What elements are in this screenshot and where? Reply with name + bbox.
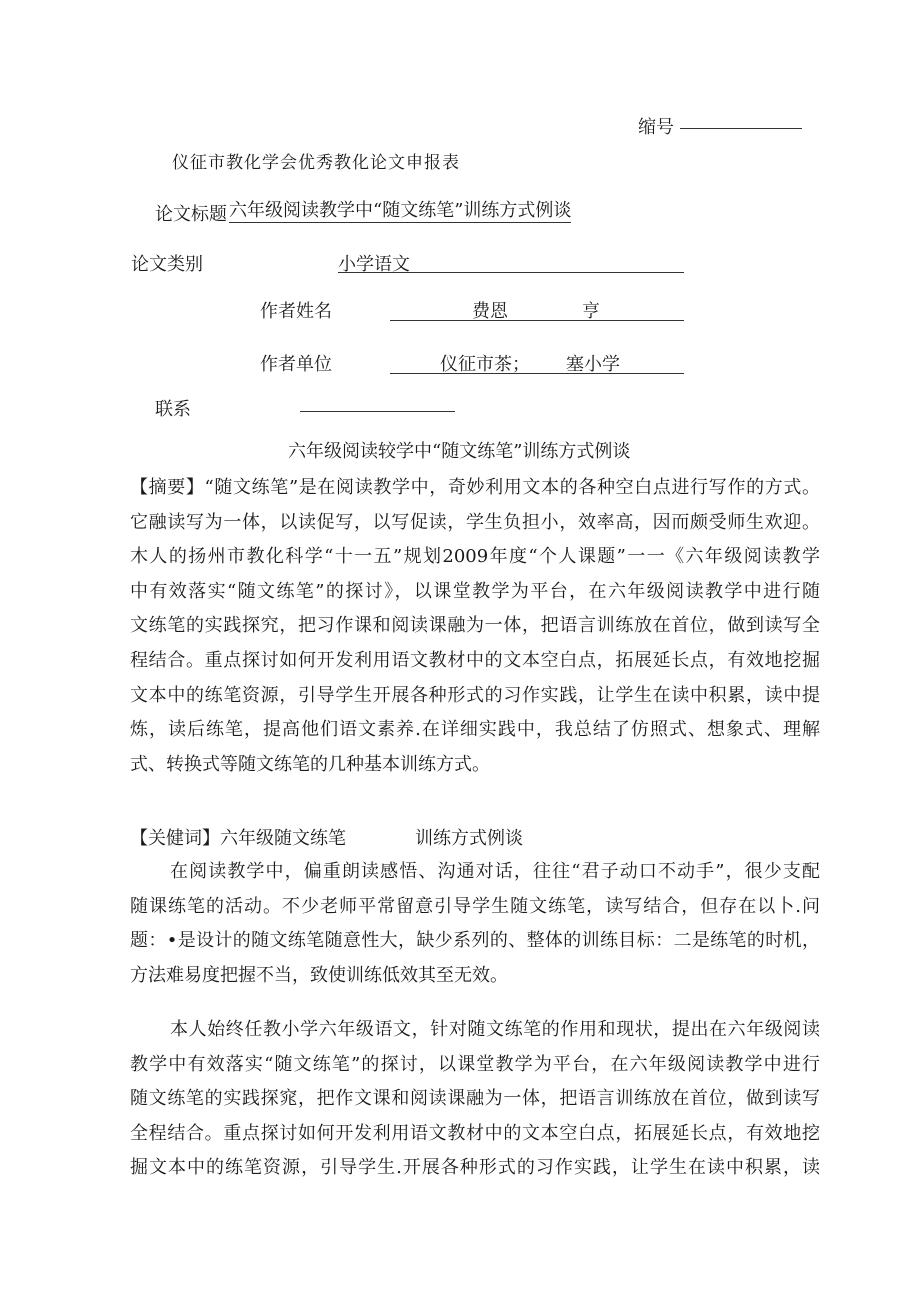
contact-input-line[interactable] [300, 411, 455, 412]
author-underline [390, 320, 684, 321]
paragraph-line: 方法难易度把握不当，致使训练低效其至无效。 [130, 964, 508, 986]
category-underline [338, 272, 684, 273]
paper-title-value: 六年级阅读教学中“随文练笔”训练方式例谈 [229, 200, 572, 221]
paragraph-line: 在阅读教学中，偏重朗读感悟、沟通对话，往往“君子动口不动手”，很少支配 [170, 861, 820, 882]
unit-part1: 仪征市茶； [440, 354, 530, 375]
author-name-part1: 费恩 [472, 301, 508, 322]
keywords-rest: 训练方式例谈 [415, 828, 523, 849]
author-name-part2: 亨 [582, 301, 600, 322]
abstract-line: 木人的扬州市教化科学“十一五”规划2009年度“个人课题”一一《六年级阅读教学 [130, 546, 820, 568]
body-paragraph-2 [130, 1013, 820, 1186]
abstract-line: 炼，读后练笔，提高他们语文素养.在详细实践中，我总结了仿照式、想象式、理解 [130, 719, 820, 741]
abstract-line: 式、转换式等随文练笔的几种基本训练方式。 [130, 753, 490, 775]
paragraph-line: 随课练笔的活动。不少老师平常留意引导学生随文练笔，读写结合，但存在以卜.问 [130, 895, 820, 917]
abstract-line: 文练笔的实践探究，把习作课和阅读课融为一体，把语言训练放在首位，做到读写全 [130, 615, 820, 637]
paper-title-label: 论文标题 [155, 204, 227, 225]
unit-label: 作者单位 [260, 354, 332, 375]
serial-label: 缩号 [638, 117, 674, 138]
contact-label: 联系 [155, 399, 191, 420]
body-paragraph-1 [130, 855, 820, 993]
paragraph-line: 教学中有效落实“随文练笔”的探讨，以课堂教学为平台，在六年级阅读教学中进行 [130, 1053, 820, 1075]
category-label: 论文类别 [131, 254, 203, 275]
author-label: 作者姓名 [260, 301, 332, 322]
abstract-paragraph [130, 471, 820, 782]
abstract-line: 文本中的练笔资源，引导学生开展各种形式的习作实践，让学生在读中积累，读中提 [130, 684, 820, 706]
paragraph-line: 本人始终任教小学六年级语文，针对随文练笔的作用和现状，提出在六年级阅读 [170, 1019, 820, 1040]
form-title: 仪征市教化学会优秀教化论文申报表 [172, 153, 460, 173]
abstract-line: 中有效落实“随文练笔”的探讨》，以课堂教学为平台，在六年级阅读教学中进行随 [130, 580, 820, 602]
unit-part2: 塞小学 [566, 354, 620, 375]
abstract-line: 【摘要】“随文练笔”是在阅读教学中，奇妙利用文本的各种空白点进行写作的方式。 [130, 477, 820, 498]
unit-underline [390, 373, 684, 374]
paragraph-line: 题：•是设计的随文练笔随意性大，缺少系列的、整体的训练目标：二是练笔的时机， [130, 930, 820, 952]
article-title: 六年级阅读较学中“随文练笔”训练方式例谈 [288, 441, 631, 462]
category-value: 小学语文 [338, 254, 410, 275]
abstract-line: 程结合。重点探讨如何开发利用语文教材中的文本空白点，拓展延长点，有效地挖掘 [130, 649, 820, 671]
keywords-label: 【关健词】六年级随文练笔 [130, 828, 346, 849]
paragraph-line: 随文练笔的实践探窕，把作文课和阅读课融为一体，把语言训练放在首位，做到读写 [130, 1088, 820, 1110]
paragraph-line: 掘文本中的练笔资源，引导学生.开展各种形式的习作实践，让学生在读中积累，读 [130, 1157, 820, 1179]
abstract-line: 它融读写为一体，以读促写，以写促读，学生负担小，效率高，因而颇受师生欢迎。 [130, 511, 820, 533]
serial-input-line[interactable] [680, 128, 802, 129]
paragraph-line: 全程结合。重点探讨如何开发利用语文教材中的文本空白点，拓展延长点，有效地挖 [130, 1122, 820, 1144]
